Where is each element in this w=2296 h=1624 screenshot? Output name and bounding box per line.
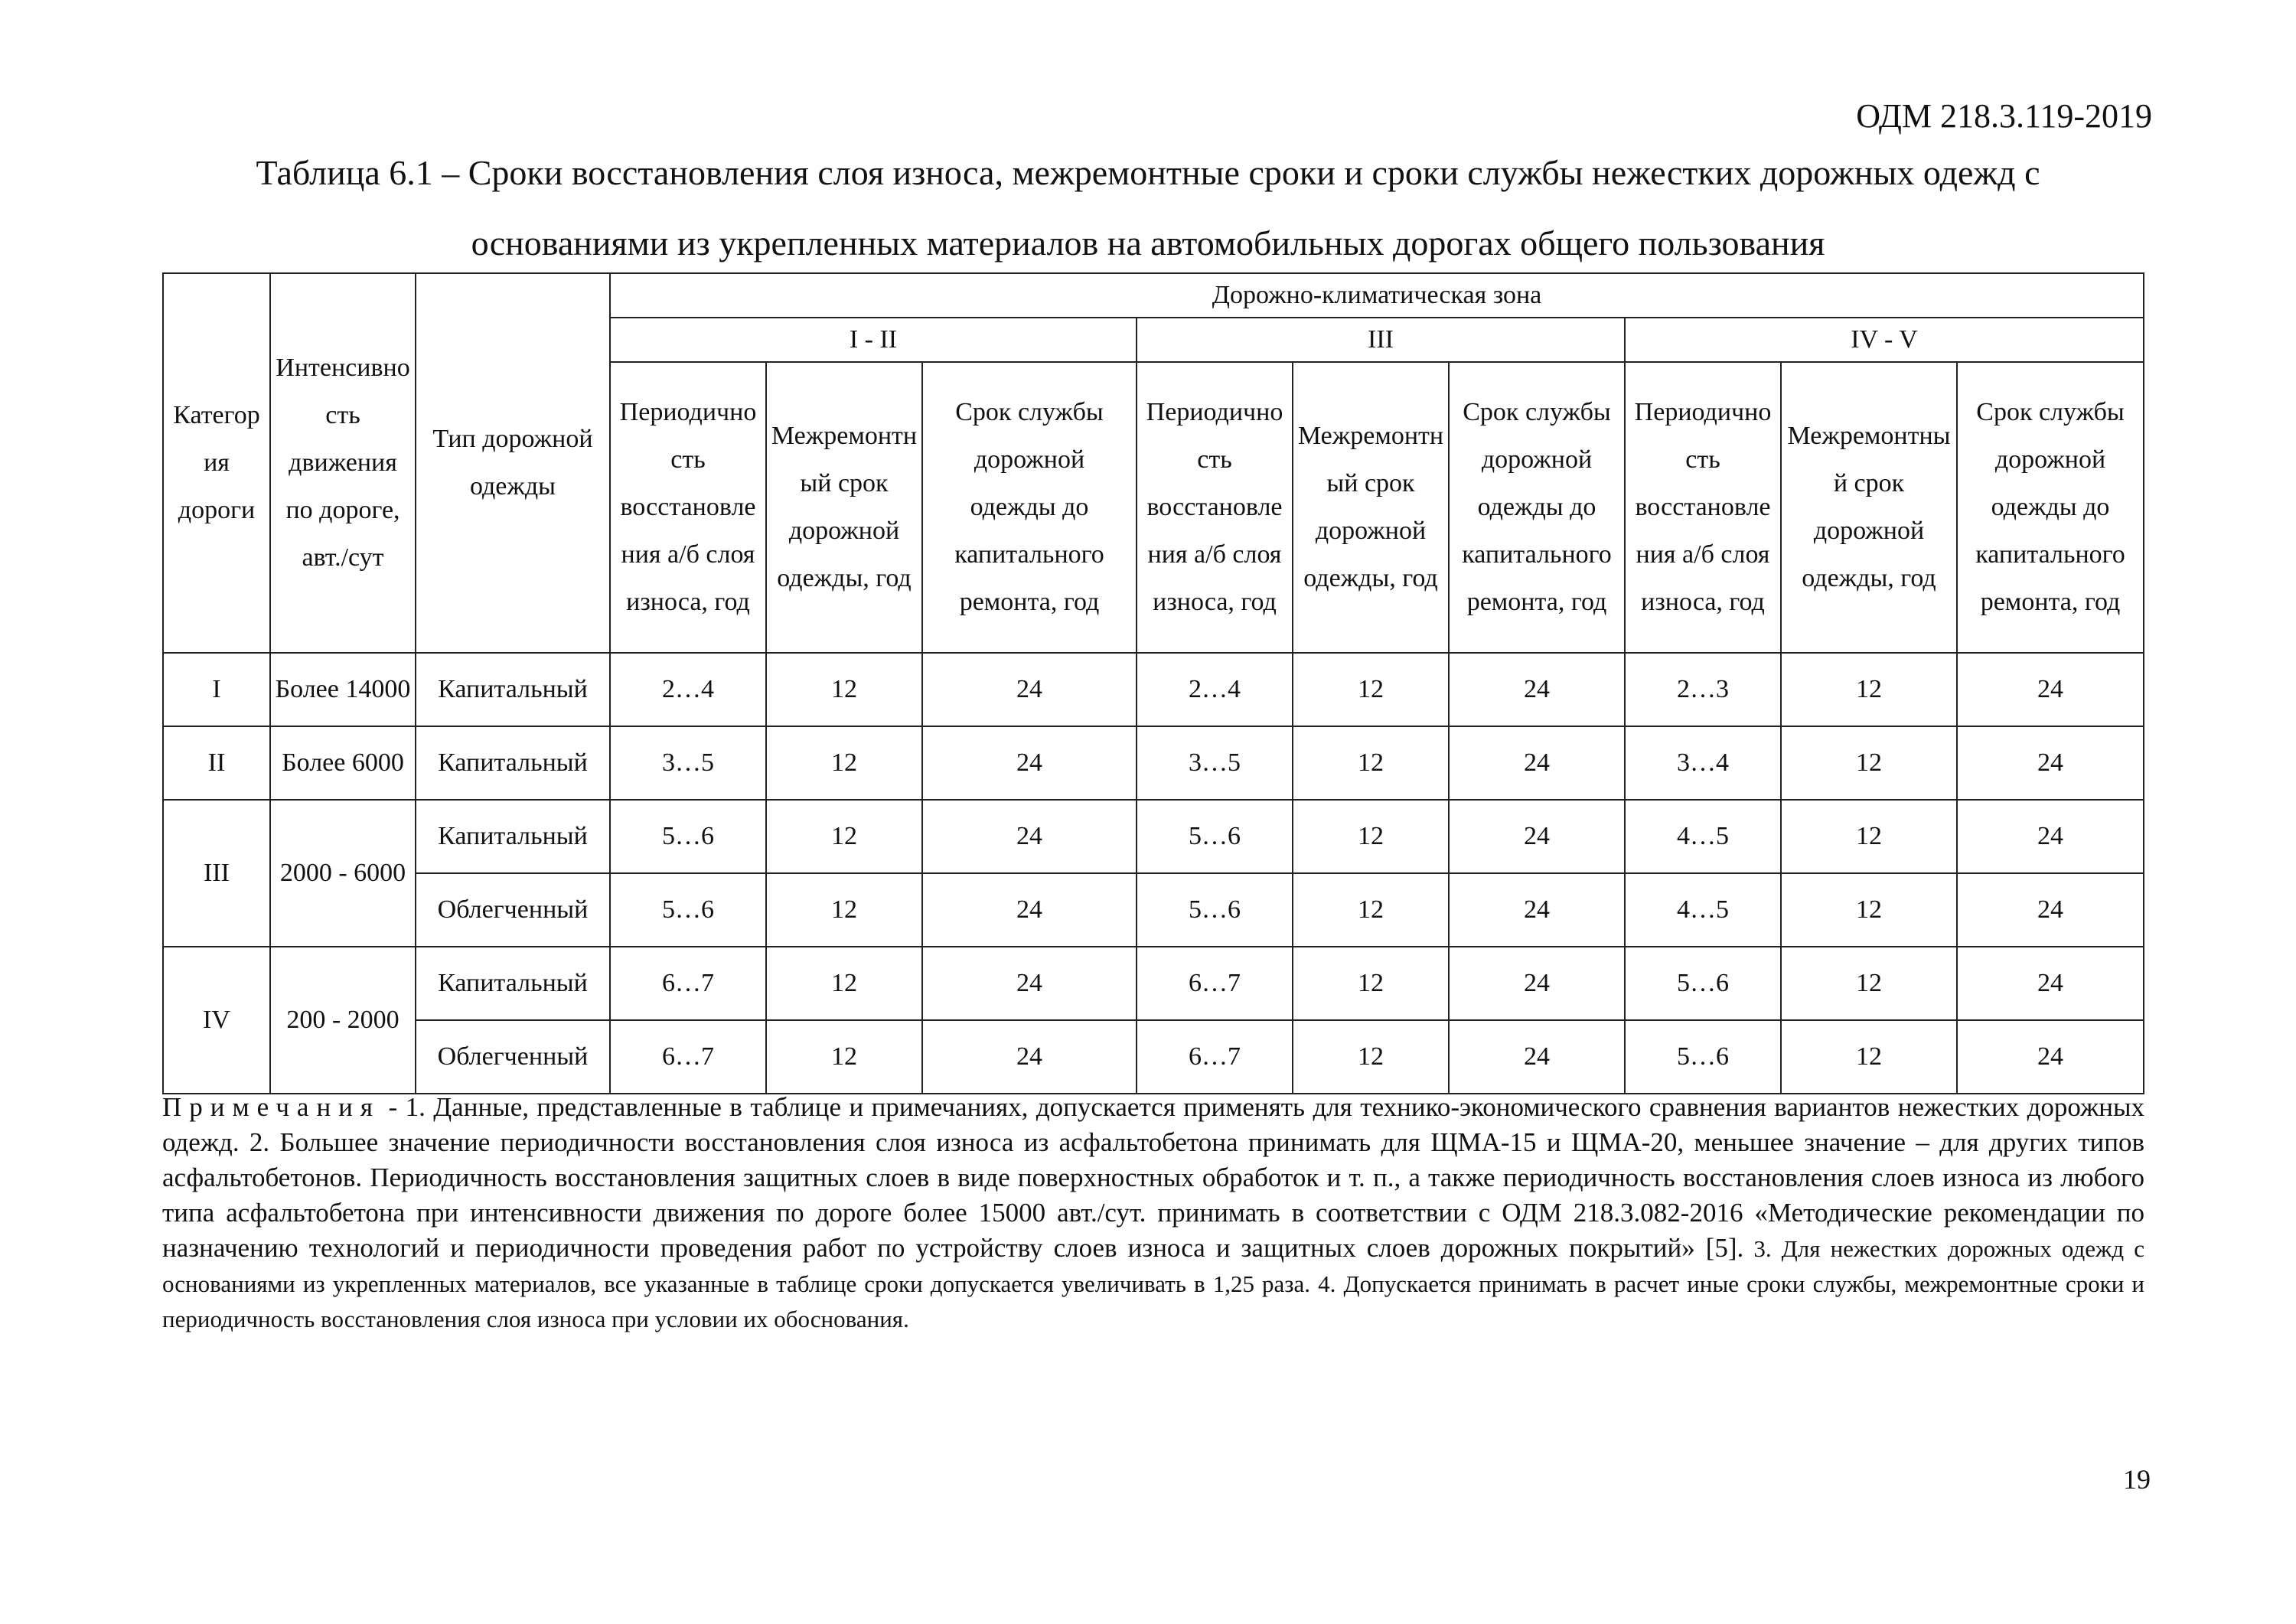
cell-intensity: 200 - 2000 [270,947,416,1094]
header-service-life-line: дорожной [974,445,1085,474]
cell-value: 24 [1957,653,2144,726]
notes-dash: - [380,1092,406,1122]
notes-label: Примечания [162,1092,381,1122]
header-service-life-line: одежды до [1991,493,2110,521]
cell-pavement-type: Облегченный [416,873,610,947]
cell-value: 12 [1293,947,1449,1020]
header-service-life-line: капитального [954,540,1104,569]
cell-value: 24 [1449,873,1625,947]
header-periodicity [1137,362,1293,653]
cell-value: 12 [766,947,922,1020]
cell-value: 3…5 [1137,726,1293,800]
cell-category: III [163,800,270,947]
header-periodicity-line: сть [670,445,706,474]
header-service-life [1957,362,2144,653]
cell-value: 6…7 [1137,947,1293,1020]
header-interrepair-line: одежды, год [1303,564,1438,592]
header-interrepair-line: Межремонтн [771,422,918,450]
header-periodicity-line: сть [1197,445,1232,474]
header-service-life-line: одежды до [1477,493,1596,521]
header-interrepair-line: й срок [1833,469,1905,497]
cell-value: 12 [766,800,922,873]
cell-category: II [163,726,270,800]
cell-value: 24 [1957,726,2144,800]
cell-value: 12 [1293,873,1449,947]
header-category [163,273,270,653]
header-interrepair-line: Межремонтн [1297,422,1444,450]
table-row [163,947,2144,1020]
header-periodicity [1625,362,1781,653]
header-periodicity-line: Периодично [1146,398,1283,426]
table-row [163,653,2144,726]
cell-pavement-type: Капитальный [416,800,610,873]
header-periodicity-line: восстановле [1146,493,1283,521]
cell-value: 24 [922,726,1137,800]
cell-value: 12 [1781,800,1957,873]
header-row-zone-group [163,273,2144,318]
header-periodicity-line: износа, год [1641,588,1765,616]
header-service-life-line: Срок службы [1463,398,1611,426]
header-interrepair-line: ый срок [800,469,889,497]
header-periodicity-line: ния а/б слоя [621,540,755,569]
header-periodicity-line: ния а/б слоя [1147,540,1282,569]
header-periodicity-line: восстановле [620,493,756,521]
cell-value: 6…7 [610,1020,766,1094]
header-periodicity-line: ния а/б слоя [1636,540,1770,569]
cell-value: 12 [1293,653,1449,726]
cell-value: 4…5 [1625,800,1781,873]
cell-value: 12 [1293,800,1449,873]
cell-value: 24 [922,873,1137,947]
header-service-life-line: Срок службы [955,398,1104,426]
cell-value: 6…7 [1137,1020,1293,1094]
cell-pavement-type: Капитальный [416,947,610,1020]
cell-value: 24 [1957,947,2144,1020]
header-service-life-line: капитального [1975,540,2125,569]
cell-value: 12 [1293,1020,1449,1094]
header-category-line: дороги [178,496,256,524]
header-periodicity [610,362,766,653]
cell-pavement-type: Облегченный [416,1020,610,1094]
table-title-line-2: основаниями из укрепленных материалов на автомобильных дорогах общего пользования [471,223,1825,263]
cell-value: 12 [1781,947,1957,1020]
header-service-life-line: Срок службы [1976,398,2125,426]
cell-value: 3…4 [1625,726,1781,800]
cell-value: 6…7 [610,947,766,1020]
header-intensity-line: Интенсивно [276,354,410,382]
header-intensity-line: движения [289,448,397,477]
page-number: 19 [2123,1464,2151,1495]
header-category-line: ия [204,448,230,477]
table-notes [162,1090,2144,1336]
cell-value: 3…5 [610,726,766,800]
cell-value: 12 [766,873,922,947]
header-periodicity-line: восстановле [1635,493,1771,521]
cell-value: 24 [1957,1020,2144,1094]
cell-value: 5…6 [1625,1020,1781,1094]
header-periodicity-line: сть [1685,445,1720,474]
cell-value: 4…5 [1625,873,1781,947]
header-periodicity-line: износа, год [1153,588,1277,616]
cell-value: 24 [1449,1020,1625,1094]
table-row [163,800,2144,873]
cell-value: 5…6 [610,873,766,947]
cell-value: 24 [922,1020,1137,1094]
header-pavement-type-line: одежды [469,472,556,501]
header-intensity-line: по дороге, [285,496,400,524]
header-interrepair-line: дорожной [788,517,900,545]
table-title-line-1: Таблица 6.1 – Сроки восстановления слоя износа, межремонтные сроки и сроки службы нежестких дорожных одежд с [256,153,2040,192]
notes-text-small: 3. Для нежестких дорожных одежд с основаниями из укрепленных материалов, все указанные в таблице сроки допускается увеличивать в 1,25 раза. 4. Допускается принимать в расчет иные сроки службы, межремонтные сроки и периодичность восстановления слоя износа при условии их обоснования. [162,1235,2144,1332]
cell-intensity: 2000 - 6000 [270,800,416,947]
cell-value: 5…6 [1625,947,1781,1020]
header-interrepair [766,362,922,653]
document-code: ОДМ 218.3.119-2019 [1856,97,2152,135]
cell-value: 24 [922,947,1137,1020]
cell-value: 24 [1449,947,1625,1020]
cell-value: 12 [1781,653,1957,726]
table-row [163,1020,2144,1094]
header-zone: I - II [610,318,1137,362]
cell-value: 24 [1957,873,2144,947]
header-interrepair [1781,362,1957,653]
header-service-life-line: одежды до [970,493,1089,521]
cell-intensity: Более 14000 [270,653,416,726]
header-interrepair-line: одежды, год [777,564,912,592]
header-service-life-line: ремонта, год [1466,588,1607,616]
header-zone: III [1137,318,1625,362]
table-row [163,873,2144,947]
cell-value: 12 [766,653,922,726]
header-service-life-line: ремонта, год [959,588,1100,616]
cell-value: 24 [1449,726,1625,800]
cell-value: 2…4 [610,653,766,726]
header-periodicity-line: Периодично [619,398,757,426]
cell-value: 5…6 [1137,873,1293,947]
header-interrepair [1293,362,1449,653]
cell-value: 12 [766,1020,922,1094]
cell-value: 24 [1449,800,1625,873]
header-pavement-type [416,273,610,653]
header-service-life-line: дорожной [1481,445,1593,474]
header-zone-group: Дорожно-климатическая зона [610,273,2144,318]
cell-intensity: Более 6000 [270,726,416,800]
header-category-line: Категор [173,401,260,429]
header-interrepair-line: ый срок [1326,469,1415,497]
cell-value: 12 [1293,726,1449,800]
header-interrepair-line: дорожной [1813,517,1925,545]
header-interrepair-line: Межремонтны [1787,422,1951,450]
cell-value: 2…4 [1137,653,1293,726]
header-pavement-type-line: Тип дорожной [432,425,593,453]
cell-value: 24 [1449,653,1625,726]
cell-pavement-type: Капитальный [416,726,610,800]
header-service-life [922,362,1137,653]
cell-value: 12 [1781,873,1957,947]
header-zone: IV - V [1625,318,2144,362]
notes-text-main: 1. Данные, представленные в таблице и примечаниях, допускается применять для технико-экономического сравнения вариантов нежестких дорожных одежд. 2. Большее значение периодичности восстановления слоя износа из асфальтобетона принимать для ЩМА-15 и ЩМА-20, меньшее значение – для других типов асфальтобетонов. Периодичность восстановления защитных слоев в виде поверхностных обработок и т. п., а также периодичность восстановления слоев износа из любого типа асфальтобетона при интенсивности движения по дороге более 15000 авт./сут. принимать в соответствии с ОДМ 218.3.082-2016 «Методические рекомендации по назначению технологий и периодичности проведения работ по устройству слоев износа и защитных слоев дорожных покрытий» [5]. [162,1092,2144,1263]
header-service-life-line: дорожной [1994,445,2106,474]
cell-value: 5…6 [1137,800,1293,873]
header-interrepair-line: одежды, год [1802,564,1936,592]
table-row [163,726,2144,800]
cell-category: I [163,653,270,726]
header-service-life [1449,362,1625,653]
cell-value: 2…3 [1625,653,1781,726]
cell-category: IV [163,947,270,1094]
service-life-table [162,272,2144,1094]
cell-value: 12 [1781,726,1957,800]
header-periodicity-line: износа, год [626,588,750,616]
cell-value: 12 [1781,1020,1957,1094]
header-intensity-line: авт./сут [302,543,384,572]
cell-value: 5…6 [610,800,766,873]
cell-value: 24 [1957,800,2144,873]
cell-value: 24 [922,800,1137,873]
header-intensity-line: сть [325,401,360,429]
header-periodicity-line: Периодично [1634,398,1772,426]
header-interrepair-line: дорожной [1315,517,1427,545]
header-intensity [270,273,416,653]
header-service-life-line: капитального [1462,540,1612,569]
cell-value: 24 [922,653,1137,726]
cell-pavement-type: Капитальный [416,653,610,726]
table-title [153,138,2143,279]
header-service-life-line: ремонта, год [1980,588,2121,616]
cell-value: 12 [766,726,922,800]
